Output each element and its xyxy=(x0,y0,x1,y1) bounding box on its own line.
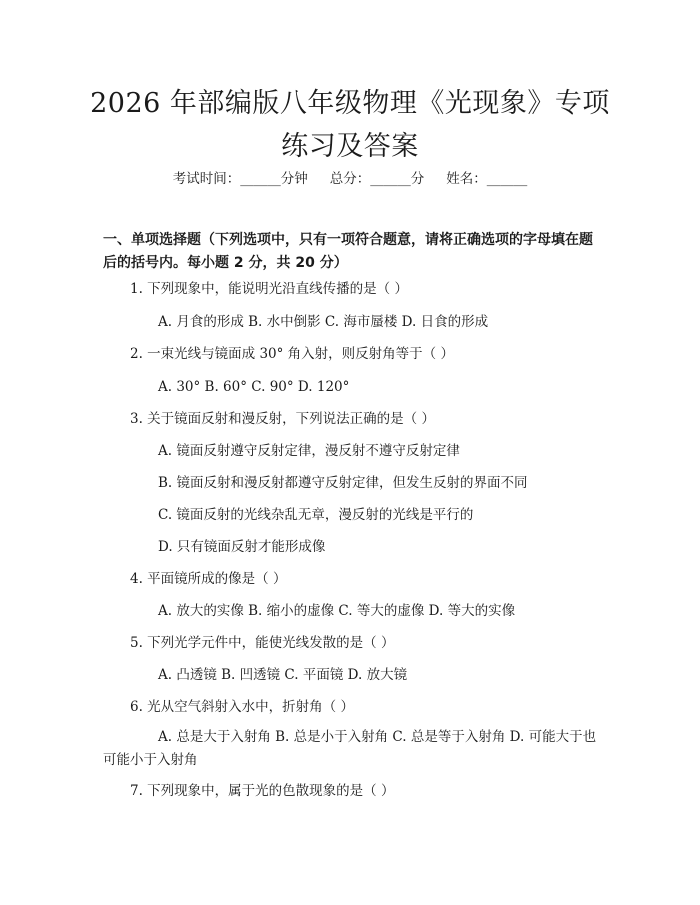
question-3-option-a: A. 镜面反射遵守反射定律，漫反射不遵守反射定律 xyxy=(158,443,460,459)
question-1-stem: 1. 下列现象中，能说明光沿直线传播的是（ ） xyxy=(130,281,408,297)
total-score-field: 总分：______分 xyxy=(329,171,425,187)
question-5-options: A. 凸透镜 B. 凹透镜 C. 平面镜 D. 放大镜 xyxy=(158,667,408,683)
question-4-stem: 4. 平面镜所成的像是（ ） xyxy=(130,571,287,587)
exam-time-field: 考试时间：______分钟 xyxy=(172,171,308,187)
question-2-stem: 2. 一束光线与镜面成 30° 角入射，则反射角等于（ ） xyxy=(130,346,454,362)
question-6-options: A. 总是大于入射角 B. 总是小于入射角 C. 总是等于入射角 D. 可能大于也可能小于入射角 xyxy=(103,729,597,768)
question-3-option-c: C. 镜面反射的光线杂乱无章，漫反射的光线是平行的 xyxy=(158,507,474,523)
document-title: 2026 年部编版八年级物理《光现象》专项练习及答案 xyxy=(90,88,610,162)
question-3-option-b: B. 镜面反射和漫反射都遵守反射定律，但发生反射的界面不同 xyxy=(158,475,528,491)
exam-meta-row xyxy=(0,170,700,188)
section-heading-single-choice: 一、单项选择题（下列选项中，只有一项符合题意，请将正确选项的字母填在题后的括号内。每小题 2 分，共 20 分） xyxy=(103,232,593,271)
question-1-options: A. 月食的形成 B. 水中倒影 C. 海市蜃楼 D. 日食的形成 xyxy=(158,314,489,330)
student-name-field: 姓名：______ xyxy=(446,171,528,187)
question-5-stem: 5. 下列光学元件中，能使光线发散的是（ ） xyxy=(130,635,395,651)
question-3-option-d: D. 只有镜面反射才能形成像 xyxy=(158,539,326,555)
question-2-options: A. 30° B. 60° C. 90° D. 120° xyxy=(158,379,350,395)
question-4-options: A. 放大的实像 B. 缩小的虚像 C. 等大的虚像 D. 等大的实像 xyxy=(158,603,516,619)
question-6-stem: 6. 光从空气斜射入水中，折射角（ ） xyxy=(130,699,354,715)
question-3-stem: 3. 关于镜面反射和漫反射，下列说法正确的是（ ） xyxy=(130,411,435,427)
question-7-stem: 7. 下列现象中，属于光的色散现象的是（ ） xyxy=(130,783,395,799)
